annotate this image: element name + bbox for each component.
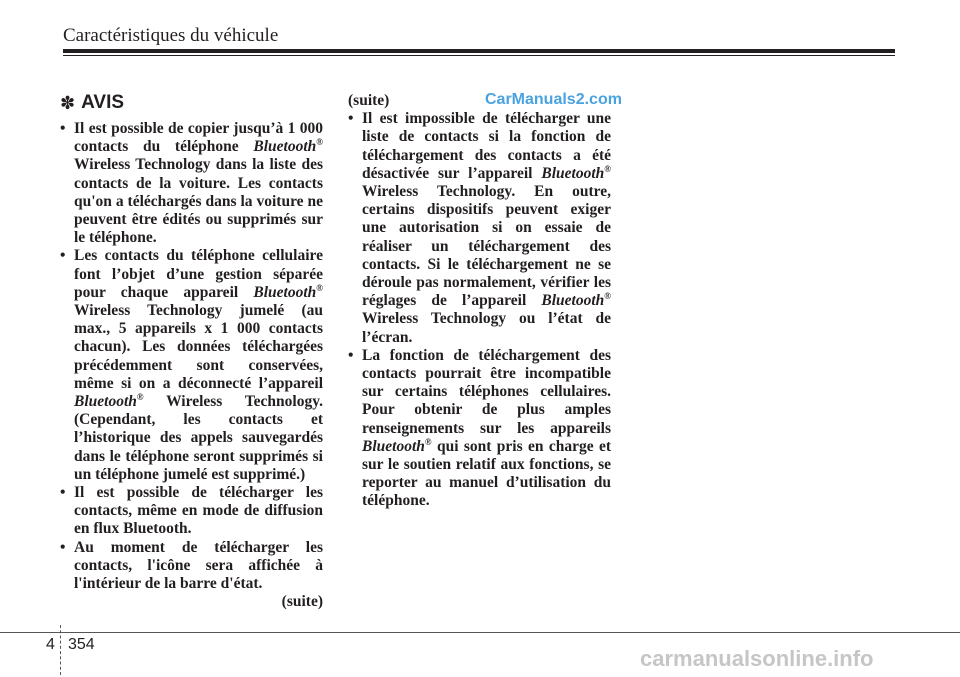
registered-mark: ® (424, 436, 432, 447)
notice-right-list (348, 110, 611, 510)
notice-star-icon: ✽ (60, 93, 76, 113)
page-header-title: Caractéristiques du véhicule (63, 25, 279, 46)
header-rule-thin (63, 55, 895, 56)
bullet-text: qui sont pris en charge et sur le soutien relatif aux fonctions, se reporter au manuel d’utilisation du téléphone. (362, 437, 611, 510)
notice-bullet-item (60, 484, 323, 539)
bullet-text: Il est possible de copier jusqu’à 1 000 contacts du téléphone (74, 120, 323, 156)
notice-title: AVIS (81, 92, 125, 113)
bullet-text: La fonction de téléchargement des contacts pourrait être incompatible sur certains téléphones cellulaires. Pour obtenir de plus amples renseignements sur les appareils (362, 346, 611, 437)
notice-bullet-item (60, 120, 323, 247)
notice-bullet-item (60, 247, 323, 484)
brand-name: Bluetooth (362, 437, 425, 455)
brand-name: Bluetooth (253, 138, 317, 156)
bullet-text: Wireless Technology. (Cependant, les contacts et l’historique des appels sauvegardés dans le téléphone seront supprimés si un téléphone jumelé est supprimé.) (74, 393, 323, 483)
bullet-text: Wireless Technology. En outre, certains dispositifs peuvent exiger une autorisation si on essaie de réaliser un téléchargement des contacts. Si le téléchargement ne se déroule pas normalement, vérifier les réglages de l’appareil (362, 183, 611, 310)
brand-name: Bluetooth (541, 292, 605, 310)
notice-bullet-item (348, 347, 611, 511)
brand-name: Bluetooth (253, 283, 317, 301)
continued-label-top: (suite) (348, 92, 390, 109)
bullet-dot: • (348, 110, 354, 128)
brand-name: Bluetooth (74, 393, 137, 411)
bullet-text: Wireless Technology dans la liste des contacts de la voiture. Les contacts qu'on a téléchargés dans la voiture ne peuvent être édités ou supprimés sur le téléphone. (74, 156, 323, 247)
chapter-number: 4 (46, 636, 55, 653)
bullet-text: Wireless Technology ou l’état de l’écran. (362, 310, 611, 346)
notice-right-column (348, 92, 611, 511)
registered-mark: ® (136, 391, 144, 402)
bullet-dot: • (60, 484, 66, 502)
watermark-carmanuals2[interactable]: CarManuals2.com (485, 91, 622, 108)
bullet-text: Wireless Technology jumelé (au max., 5 appareils x 1 000 contacts chacun). Les données téléchargées précédemment sont conservées, même si on a déconnecté l’appareil (74, 302, 323, 392)
header-rule (63, 49, 895, 53)
page-number: 354 (68, 636, 95, 653)
notice-bullet-item (60, 539, 323, 594)
registered-mark: ® (316, 282, 323, 293)
footer-rule (0, 632, 960, 633)
notice-left-list (60, 120, 323, 593)
watermark-carmanualsonline[interactable]: carmanualsonline.info (640, 646, 874, 671)
bullet-dot: • (60, 247, 66, 265)
bullet-text: Il est impossible de télécharger une liste de contacts si la fonction de téléchargement des contacts a été désactivée sur l’appareil (362, 110, 611, 182)
brand-name: Bluetooth (541, 164, 605, 182)
bullet-text: Il est possible de télécharger les contacts, même en mode de diffusion en flux Bluetooth. (74, 484, 323, 538)
bullet-dot: • (60, 538, 66, 556)
registered-mark: ® (604, 163, 611, 174)
registered-mark: ® (604, 291, 611, 302)
bullet-dot: • (60, 120, 66, 137)
bullet-dot: • (348, 346, 354, 364)
bullet-text: Les contacts du téléphone cellulaire font l’objet d’une gestion séparée pour chaque appareil (74, 247, 323, 301)
notice-heading (60, 92, 323, 114)
notice-left-column (60, 92, 323, 611)
footer-divider (60, 625, 61, 675)
continued-label-bottom: (suite) (281, 593, 323, 611)
registered-mark: ® (316, 137, 323, 148)
notice-bullet-item (348, 110, 611, 347)
bullet-text: Au moment de télécharger les contacts, l'icône sera affichée à l'intérieur de la barre d'état. (74, 538, 323, 593)
